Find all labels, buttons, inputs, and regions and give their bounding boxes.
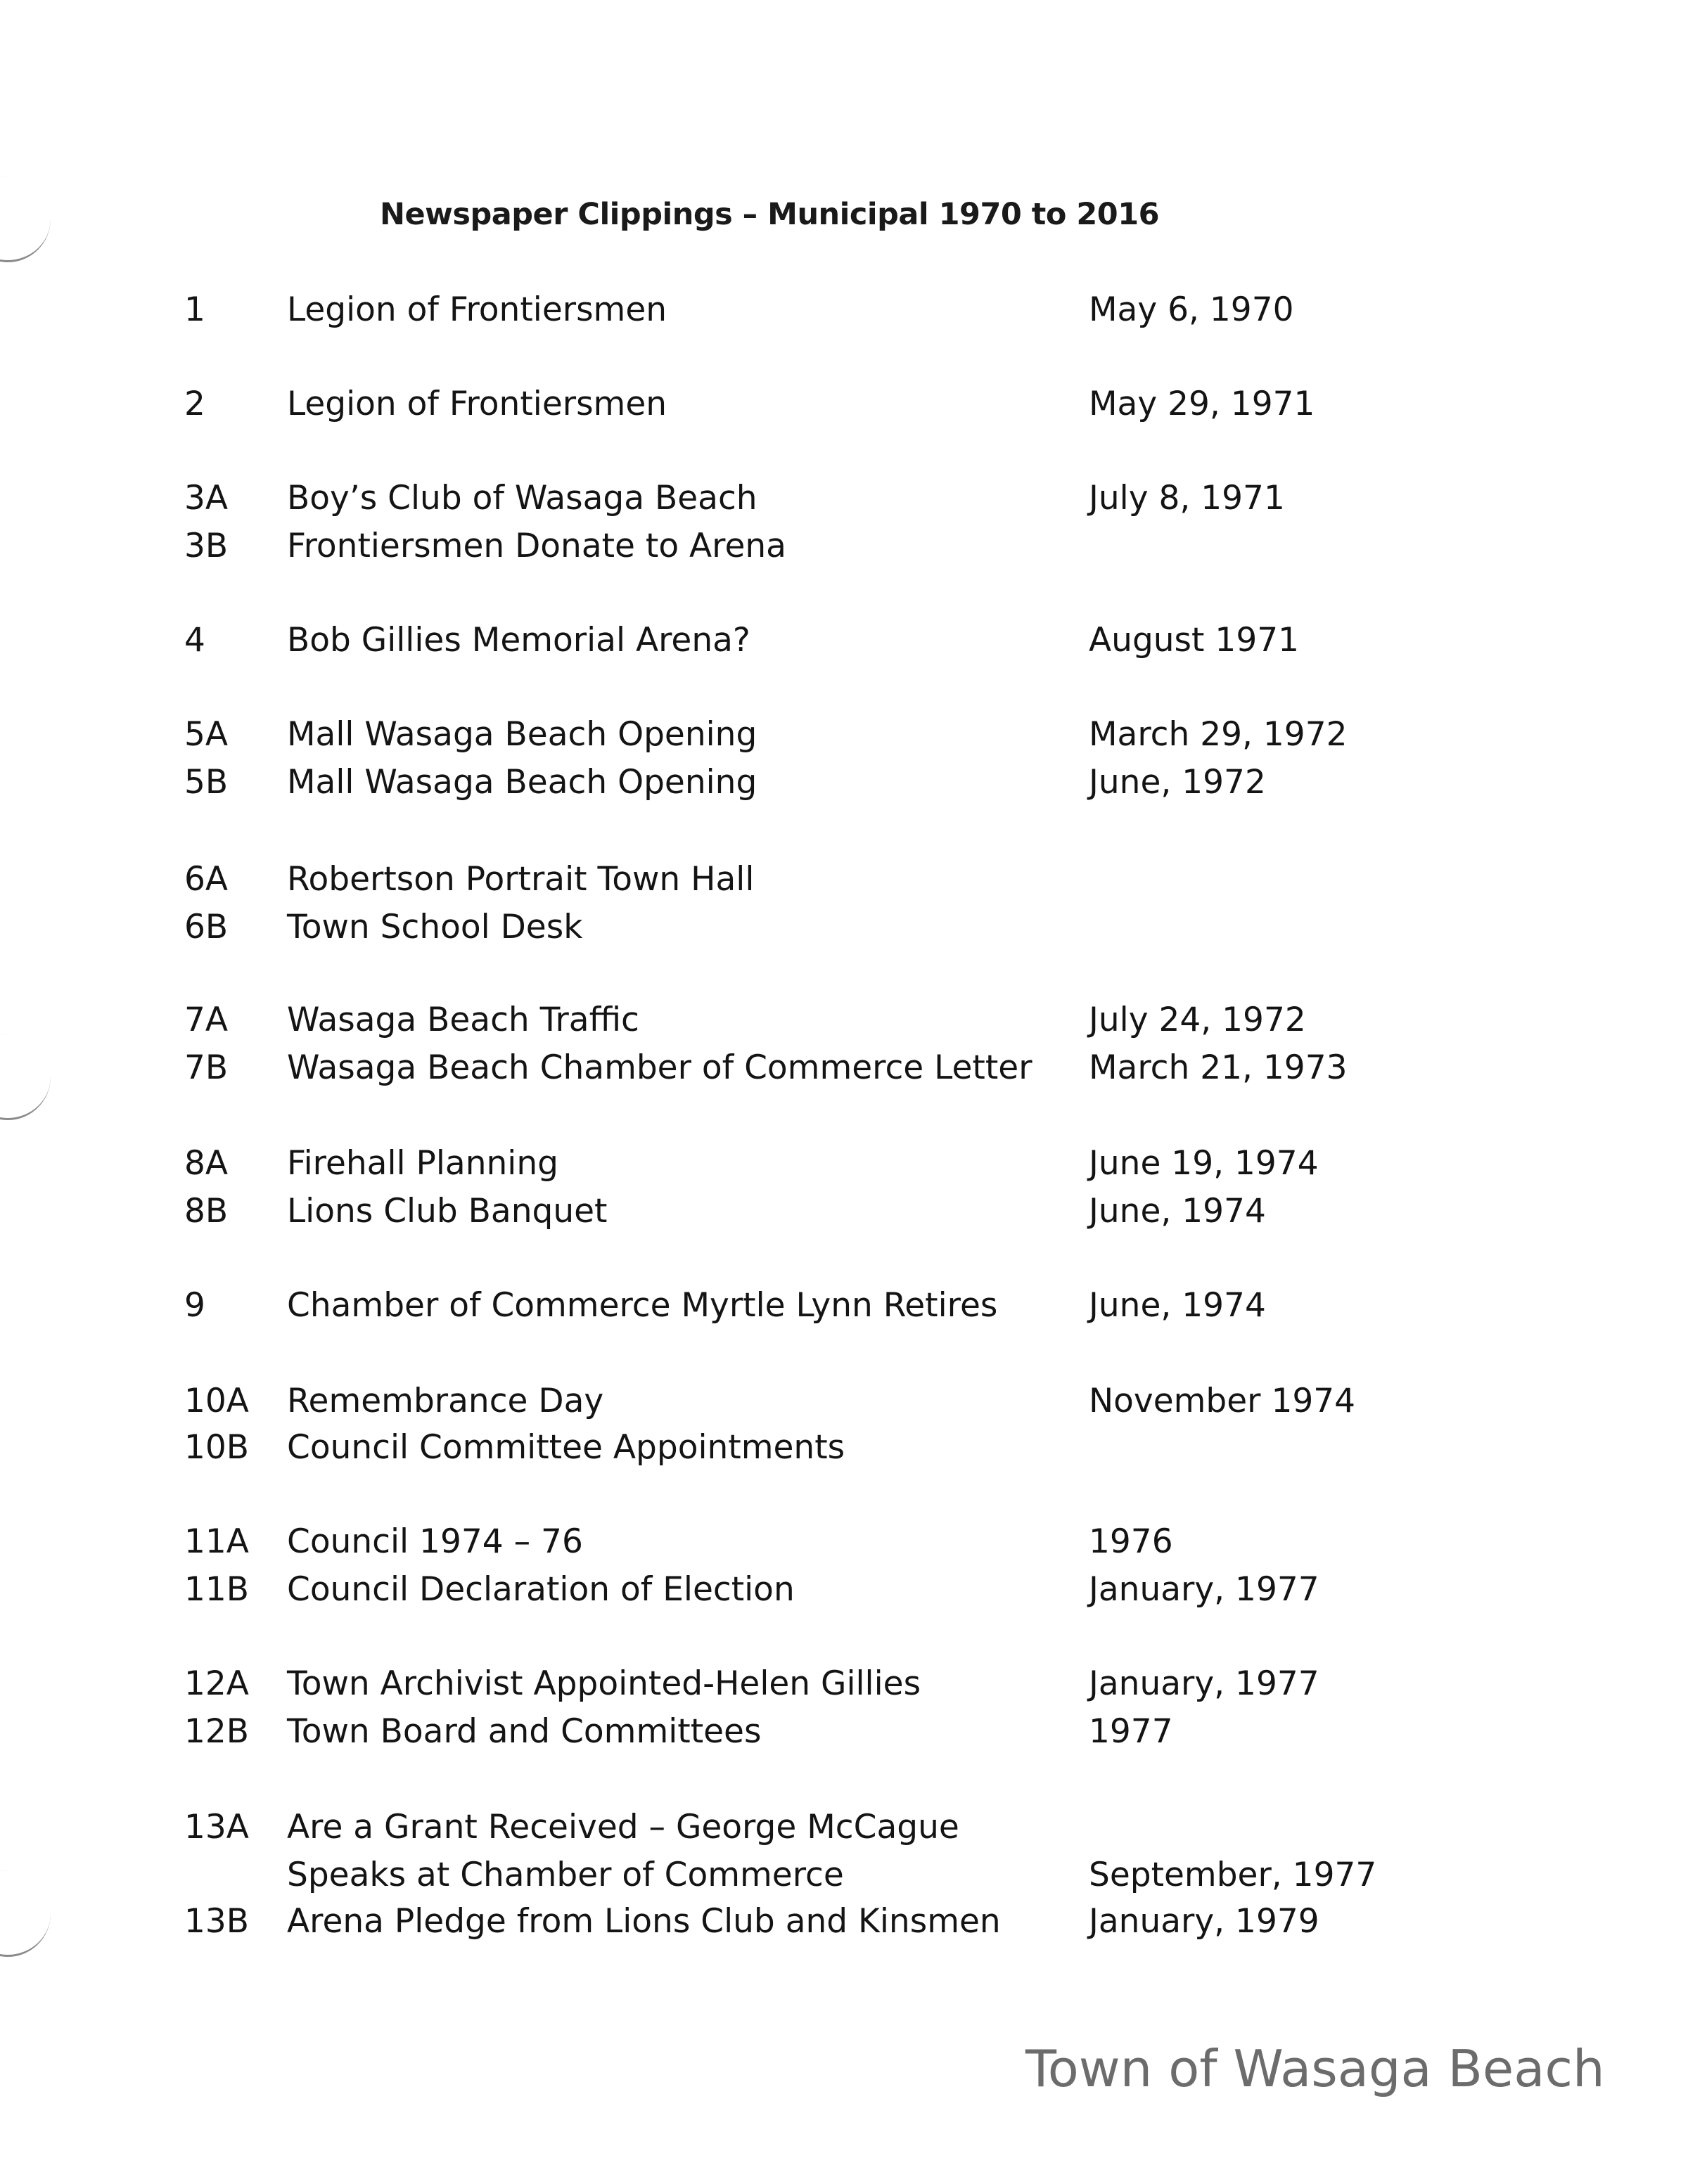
list-item <box>0 1045 1688 1091</box>
item-title: Arena Pledge from Lions Club and Kinsmen <box>287 1902 1001 1941</box>
item-title: Legion of Frontiersmen <box>287 385 667 423</box>
list-item <box>0 1852 1688 1899</box>
item-number: 7A <box>184 1001 229 1039</box>
item-number: 3A <box>184 479 229 518</box>
item-title: Town Archivist Appointed-Helen Gillies <box>287 1664 921 1703</box>
item-number: 6B <box>184 908 229 946</box>
item-date: August 1971 <box>1089 621 1300 660</box>
item-title: Robertson Portrait Town Hall <box>287 860 755 899</box>
item-title: Bob Gillies Memorial Arena? <box>287 621 750 660</box>
item-number: 1 <box>184 290 205 329</box>
item-title: Town School Desk <box>287 908 583 946</box>
item-date: June, 1974 <box>1089 1286 1266 1325</box>
item-number: 7B <box>184 1048 229 1087</box>
list-item <box>0 617 1688 664</box>
list-item <box>0 712 1688 758</box>
item-title: Mall Wasaga Beach Opening <box>287 763 757 802</box>
list-item <box>0 1661 1688 1707</box>
item-date: November 1974 <box>1089 1382 1356 1420</box>
item-number: 6A <box>184 860 229 899</box>
item-number: 8A <box>184 1144 229 1183</box>
item-number: 11B <box>184 1570 250 1609</box>
list-item <box>0 1283 1688 1329</box>
item-title: Lions Club Banquet <box>287 1192 608 1231</box>
list-item <box>0 997 1688 1043</box>
item-title: Council Committee Appointments <box>287 1428 845 1467</box>
item-title: Mall Wasaga Beach Opening <box>287 715 757 754</box>
item-title: Boy’s Club of Wasaga Beach <box>287 479 757 518</box>
item-number: 5A <box>184 715 229 754</box>
item-date: March 21, 1973 <box>1089 1048 1348 1087</box>
item-title: Wasaga Beach Chamber of Commerce Letter <box>287 1048 1032 1087</box>
list-item <box>0 1709 1688 1755</box>
item-title: Firehall Planning <box>287 1144 558 1183</box>
list-item <box>0 523 1688 570</box>
item-title: Council 1974 – 76 <box>287 1522 583 1561</box>
item-number: 13A <box>184 1808 249 1846</box>
item-number: 12A <box>184 1664 249 1703</box>
item-date: June, 1972 <box>1089 763 1266 802</box>
item-date: January, 1977 <box>1089 1570 1319 1609</box>
item-date: September, 1977 <box>1089 1856 1377 1894</box>
list-item <box>0 1567 1688 1613</box>
list-item <box>0 904 1688 951</box>
item-date: July 8, 1971 <box>1089 479 1285 518</box>
list-item <box>0 856 1688 903</box>
item-title: Chamber of Commerce Myrtle Lynn Retires <box>287 1286 998 1325</box>
item-number: 2 <box>184 385 205 423</box>
item-number: 5B <box>184 763 229 802</box>
list-item <box>0 759 1688 806</box>
item-title: Town Board and Committees <box>287 1712 762 1751</box>
item-number: 11A <box>184 1522 249 1561</box>
list-item <box>0 1188 1688 1235</box>
item-date: June 19, 1974 <box>1089 1144 1319 1183</box>
item-title: Frontiersmen Donate to Arena <box>287 527 786 565</box>
list-item <box>0 1519 1688 1565</box>
list-item <box>0 1378 1688 1425</box>
item-number: 9 <box>184 1286 205 1325</box>
watermark: Town of Wasaga Beach <box>1025 2039 1605 2098</box>
list-item <box>0 475 1688 522</box>
item-title: Legion of Frontiersmen <box>287 290 667 329</box>
item-number: 8B <box>184 1192 229 1231</box>
list-item <box>0 1899 1688 1945</box>
item-number: 4 <box>184 621 205 660</box>
item-title: Remembrance Day <box>287 1382 604 1420</box>
item-number: 13B <box>184 1902 250 1941</box>
item-date: March 29, 1972 <box>1089 715 1348 754</box>
list-item <box>0 1141 1688 1187</box>
item-date: June, 1974 <box>1089 1192 1266 1231</box>
item-date: January, 1977 <box>1089 1664 1319 1703</box>
item-date: May 6, 1970 <box>1089 290 1294 329</box>
item-number: 10B <box>184 1428 250 1467</box>
item-title: Speaks at Chamber of Commerce <box>287 1856 844 1894</box>
item-number: 10A <box>184 1382 249 1420</box>
item-date: May 29, 1971 <box>1089 385 1315 423</box>
item-title: Are a Grant Received – George McCague <box>287 1808 959 1846</box>
page-title: Newspaper Clippings – Municipal 1970 to 2016 <box>380 197 1160 232</box>
item-title: Wasaga Beach Traffic <box>287 1001 639 1039</box>
list-item <box>0 381 1688 428</box>
item-date: July 24, 1972 <box>1089 1001 1306 1039</box>
list-item <box>0 1804 1688 1851</box>
item-number: 12B <box>184 1712 250 1751</box>
item-title: Council Declaration of Election <box>287 1570 795 1609</box>
list-item <box>0 287 1688 333</box>
item-number: 3B <box>184 527 229 565</box>
item-date: 1976 <box>1089 1522 1173 1561</box>
item-date: 1977 <box>1089 1712 1173 1751</box>
list-item <box>0 1425 1688 1471</box>
item-date: January, 1979 <box>1089 1902 1319 1941</box>
